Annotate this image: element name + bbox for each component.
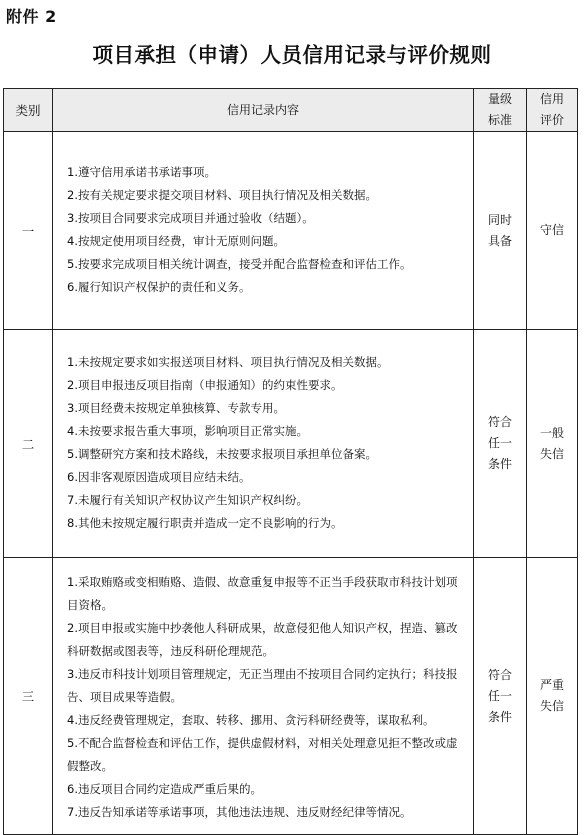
- row-content: [53, 330, 474, 558]
- list-item: 2.项目申报或实施中抄袭他人科研成果，故意侵犯他人知识产权，捏造、篡改科研数据或图表等，违反科研伦理规范。: [67, 620, 458, 658]
- list-item: 7.违反告知承诺等承诺事项，其他违法违规、违反财经纪律等情况。: [67, 804, 412, 819]
- list-item: 5.调整研究方案和技术路线，未按要求报项目承担单位备案。: [67, 446, 377, 461]
- list-item: 1.未按规定要求如实报送项目材料、项目执行情况及相关数据。: [67, 354, 389, 369]
- standard-line: 任一: [487, 688, 512, 703]
- list-item: 8.其他未按规定履行职责并造成一定不良影响的行为。: [67, 515, 343, 530]
- evaluation-line: 失信: [539, 699, 564, 713]
- table-row: [4, 330, 578, 558]
- evaluation-line: 一般: [539, 425, 564, 440]
- evaluation-line: 严重: [539, 678, 564, 692]
- row-standard: [474, 132, 527, 330]
- evaluation-line: 失信: [539, 446, 564, 461]
- row-evaluation: [527, 558, 578, 835]
- list-item: 3.按项目合同要求完成项目并通过验收（结题）。: [67, 210, 314, 225]
- list-item: 2.项目申报违反项目指南（申报通知）的约束性要求。: [67, 377, 343, 392]
- row-content: [53, 132, 474, 330]
- row-content: [53, 558, 474, 835]
- row-evaluation: [527, 330, 578, 558]
- list-item: 1.遵守信用承诺书承诺事项。: [67, 164, 216, 179]
- list-item: 4.未按要求报告重大事项，影响项目正常实施。: [67, 423, 308, 438]
- header-evaluation-line2: 评价: [539, 113, 564, 127]
- list-item: 5.不配合监督检查和评估工作，提供虚假材料，对相关处理意见拒不整改或虚假整改。: [67, 735, 458, 773]
- list-item: 2.按有关规定要求提交项目材料、项目执行情况及相关数据。: [67, 187, 377, 202]
- table-header-row: [4, 89, 578, 132]
- standard-line: 条件: [487, 457, 512, 471]
- list-item: 4.违反经费管理规定，套取、转移、挪用、贪污科研经费等，谋取私利。: [67, 712, 435, 727]
- row-evaluation: [527, 132, 578, 330]
- table-row: [4, 558, 578, 835]
- header-standard: [474, 89, 527, 132]
- table-row: [4, 132, 578, 330]
- standard-line: 符合: [487, 415, 512, 429]
- header-standard-line1: 量级: [487, 92, 512, 106]
- attachment-label: 附件 2: [6, 7, 57, 26]
- header-evaluation-line1: 信用: [539, 92, 564, 106]
- standard-line: 符合: [487, 667, 512, 682]
- list-item: 7.未履行有关知识产权协议产生知识产权纠纷。: [67, 492, 308, 507]
- header-content: 信用记录内容: [53, 89, 474, 132]
- standard-line: 同时: [487, 212, 512, 227]
- header-evaluation: [527, 89, 578, 132]
- list-item: 6.违反项目合同约定造成严重后果的。: [67, 781, 262, 796]
- header-standard-line2: 标准: [487, 113, 512, 127]
- list-item: 1.采取贿赂或变相贿赂、造假、故意重复申报等不正当手段获取市科技计划项目资格。: [67, 574, 458, 612]
- list-item: 3.项目经费未按规定单独核算、专款专用。: [67, 400, 285, 415]
- list-item: 3.违反市科技计划项目管理规定，无正当理由不按项目合同约定执行；科技报告、项目成果等造假。: [67, 666, 458, 704]
- row-standard: [474, 558, 527, 835]
- list-item: 4.按规定使用项目经费，审计无原则问题。: [67, 233, 285, 248]
- standard-line: 任一: [487, 436, 512, 450]
- standard-line: 具备: [487, 233, 512, 248]
- list-item: 6.因非客观原因造成项目应结未结。: [67, 469, 251, 484]
- standard-line: 条件: [487, 709, 512, 724]
- header-category: 类别: [4, 89, 53, 132]
- document-title: 项目承担（申请）人员信用记录与评价规则: [92, 43, 492, 67]
- credit-rules-table: [3, 88, 578, 835]
- list-item: 6.履行知识产权保护的责任和义务。: [67, 279, 251, 294]
- evaluation-line: 守信: [539, 223, 564, 237]
- row-category: 二: [4, 330, 53, 558]
- list-item: 5.按要求完成项目相关统计调查，接受并配合监督检查和评估工作。: [67, 256, 412, 271]
- row-standard: [474, 330, 527, 558]
- row-category: 一: [4, 132, 53, 330]
- row-category: 三: [4, 558, 53, 835]
